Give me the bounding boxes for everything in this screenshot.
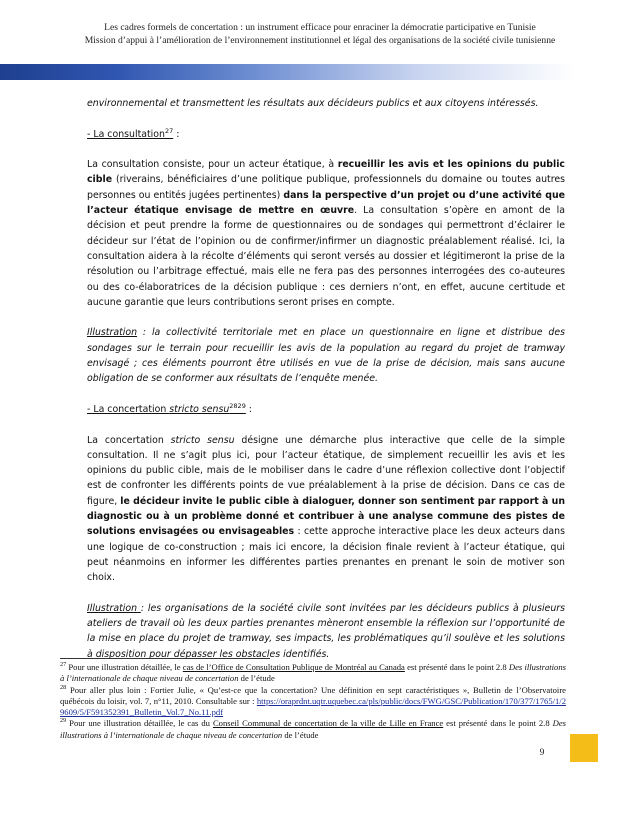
header-title: Les cadres formels de concertation : un instrument efficace pour enraciner la démocratie participative en Tunisie bbox=[104, 22, 536, 33]
footnote-29-link[interactable]: Conseil Communal de concertation de la ville de Lille en France bbox=[212, 718, 444, 729]
footnote-28: $^{28}$ Pour aller plus loin : Fortier Julie, « Qu’est-ce que la concertation? Une définition en sept caractéristiques », Bulletin de l’Observatoire québécois du loisir, vol. 7, n°11, 2010. Consultable sur : https://oraprdnt.uqtr.uquebec.ca/pls/public/docs/FWG/GSC/Publication/170/377/1765/1/29609/5/F591352391_Bulletin_Vol.7_No.11.pdf bbox=[60, 683, 566, 718]
header-subtitle: Mission d’appui à l’amélioration de l’environnement institutionnel et légal des organisations de la société civile tunisienne bbox=[84, 34, 556, 46]
concertation-heading-text: - La concertation stricto sensu$^{2829}$ bbox=[87, 401, 246, 415]
footnote-separator bbox=[60, 658, 270, 659]
main-content bbox=[87, 96, 565, 662]
consultation-paragraph: La consultation consiste, pour un acteur étatique, à recueillir les avis et les opinions du public cible (riverains, bénéficiaires d’une politique publique, professionnels du domaine ou toutes autres personnes ou entités jugées pertinentes) dans la perspective d’un projet ou d’une activité que l’acteur étatique envisage de mettre en œuvre. La consultation s’opère en amont de la décision et peut prendre la forme de questionnaires ou de sondages qui permettront d’éclairer le décideur sur l’état de l’opinion ou de confirmer/infirmer un diagnostic préalablement réalisé. Ici, la consultation aidera à la récolte d’éléments qui seront versés au dossier et légitimeront la prise de la résolution ou l’arbitrage effectué, mais elle ne fera pas des personnes interrogées des co-auteures ou des co-élaboratrices de la décision publique : ces derniers n’ont, en effet, aucune certitude et aucune garantie que leurs contributions seront prises en compte. bbox=[87, 159, 565, 308]
header-text bbox=[60, 22, 580, 47]
header-gradient-bar bbox=[0, 64, 638, 80]
intro-paragraph: environnemental et transmettent les résultats aux décideurs publics et aux citoyens intéressés. bbox=[87, 98, 539, 109]
illustration-label: Illustration bbox=[87, 602, 141, 614]
illustration-label: Illustration bbox=[87, 327, 138, 339]
page-corner-square bbox=[570, 734, 598, 762]
concertation-heading: - La concertation stricto sensu$^{2829}$ : bbox=[87, 401, 252, 415]
footnote-27-link[interactable]: cas de l’Office de Consultation Publique de Montréal au Canada bbox=[182, 662, 405, 672]
consultation-heading-text: - La consultation$^{27}$ bbox=[87, 126, 174, 140]
illustration-concertation: Illustration : les organisations de la société civile sont invitées par les décideurs publics à plusieurs ateliers de travail où les deux parties prenantes mèneront ensemble la réflexion sur l’opportunité de la mise en place du projet de tramway, ses impacts, les problématiques qu’il soulève et les solutions à disposition pour dépasser les obstacles identifiés. bbox=[87, 602, 565, 660]
illustration-consultation: Illustration : la collectivité territoriale met en place un questionnaire en ligne et distribue des sondages sur le terrain pour recueillir les avis de la population au regard du projet de tramway envisagé ; ces éléments pourront être utilisés en vue de la prise de décision, mais sans aucune obligation de se conformer aux résultats de l’enquête menée. bbox=[87, 327, 565, 385]
concertation-paragraph: La concertation stricto sensu désigne une démarche plus interactive que celle de la simple consultation. Il ne s’agit plus ici, pour l’acteur étatique, de simplement recueillir les avis et les opinions du public cible, mais de le mobiliser dans le cadre d’une réflexion collective dont l’objectif est de confronter les différents points de vue préalablement à la prise de décision. Dans ce cas de figure, le décideur invite le public cible à dialoguer, donner son sentiment par rapport à un diagnostic ou à un problème donné et contribuer à une analyse commune des pistes de solutions envisagées ou envisageables : cette approche interactive place les deux acteurs dans une logique de co-construction ; mais ici encore, la décision finale revient à l’acteur étatique, qui peut néanmoins en informer les différentes parties prenantes en prenant le soin de motiver son choix. bbox=[87, 434, 565, 584]
page-header bbox=[0, 0, 638, 86]
consultation-heading: - La consultation$^{27}$ : bbox=[87, 126, 180, 140]
footnote-ref-27[interactable]: 27 bbox=[164, 126, 174, 135]
footnote-27: $^{27}$ Pour une illustration détaillée, le cas de l’Office de Consultation Publique de Montréal au Canada est présenté dans le point 2.8 Des illustrations à l’internationale de chaque niveau de concertation de l’étude bbox=[60, 661, 566, 684]
page-number: 9 bbox=[539, 748, 545, 758]
footnotes bbox=[60, 662, 566, 741]
footnote-ref-28-29[interactable]: 2829 bbox=[229, 401, 246, 410]
footnote-28-url[interactable]: https://oraprdnt.uqtr.uquebec.ca/pls/public/docs/FWG/GSC/Publication/170/377/1765/1/29609/5/F591352391_Bulletin_Vol.7_No.11.pdf bbox=[60, 695, 566, 718]
footnote-29: $^{29}$ Pour une illustration détaillée, le cas du Conseil Communal de concertation de la ville de Lille en France est présenté dans le point 2.8 Des illustrations à l’internationale de chaque niveau de concertation de l’étude bbox=[60, 717, 566, 740]
